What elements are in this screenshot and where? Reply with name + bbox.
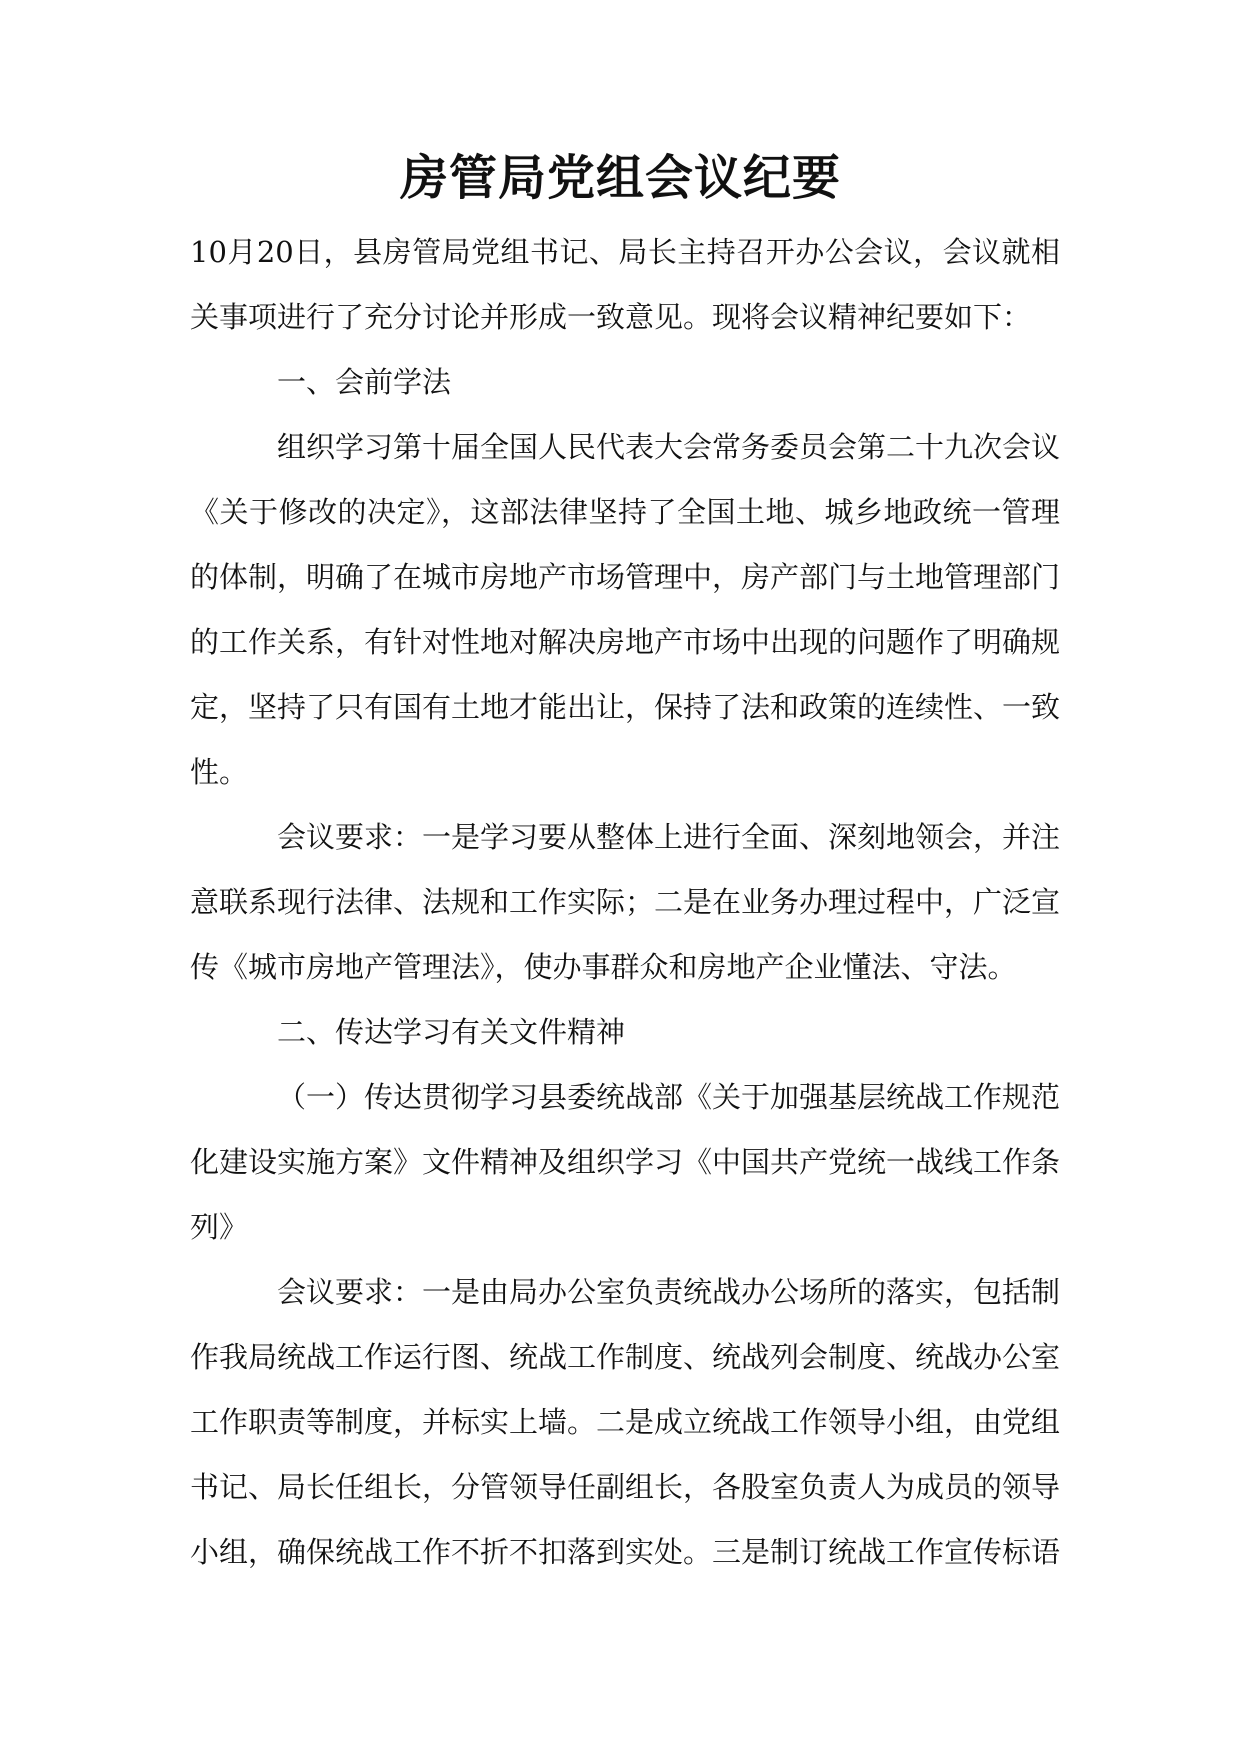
document-title: 房管局党组会议纪要 bbox=[399, 150, 841, 206]
paragraph: 组织学习第十届全国人民代表大会常务委员会第二十九次会议《关于修改的决定》，这部法律坚持了全国土地、城乡地政统一管理的体制，明确了在城市房地产市场管理中，房产部门与土地管理部门的工作关系，有针对性地对解决房地产市场中出现的问题作了明确规定，坚持了只有国有土地才能出让，保持了法和政策的连续性、一致性。 bbox=[190, 430, 1061, 789]
paragraph: （一）传达贯彻学习县委统战部《关于加强基层统战工作规范化建设实施方案》文件精神及组织学习《中国共产党统一战线工作条列》 bbox=[190, 1080, 1061, 1244]
document-body bbox=[190, 220, 1060, 1585]
paragraph-intro: 10月20日，县房管局党组书记、局长主持召开办公会议，会议就相关事项进行了充分讨论并形成一致意见。现将会议精神纪要如下： bbox=[190, 235, 1060, 334]
paragraph: 会议要求：一是由局办公室负责统战办公场所的落实，包括制作我局统战工作运行图、统战工作制度、统战列会制度、统战办公室工作职责等制度，并标实上墙。二是成立统战工作领导小组，由党组书记、局长任组长，分管领导任副组长，各股室负责人为成员的领导小组，确保统战工作不折不扣落到实处。三是制订统战工作宣传标语 bbox=[190, 1275, 1061, 1569]
section-heading-1: 一、会前学法 bbox=[277, 365, 452, 399]
section-heading-2: 二、传达学习有关文件精神 bbox=[277, 1015, 626, 1049]
paragraph: 会议要求：一是学习要从整体上进行全面、深刻地领会，并注意联系现行法律、法规和工作实际；二是在业务办理过程中，广泛宣传《城市房地产管理法》，使办事群众和房地产企业懂法、守法。 bbox=[190, 820, 1061, 984]
